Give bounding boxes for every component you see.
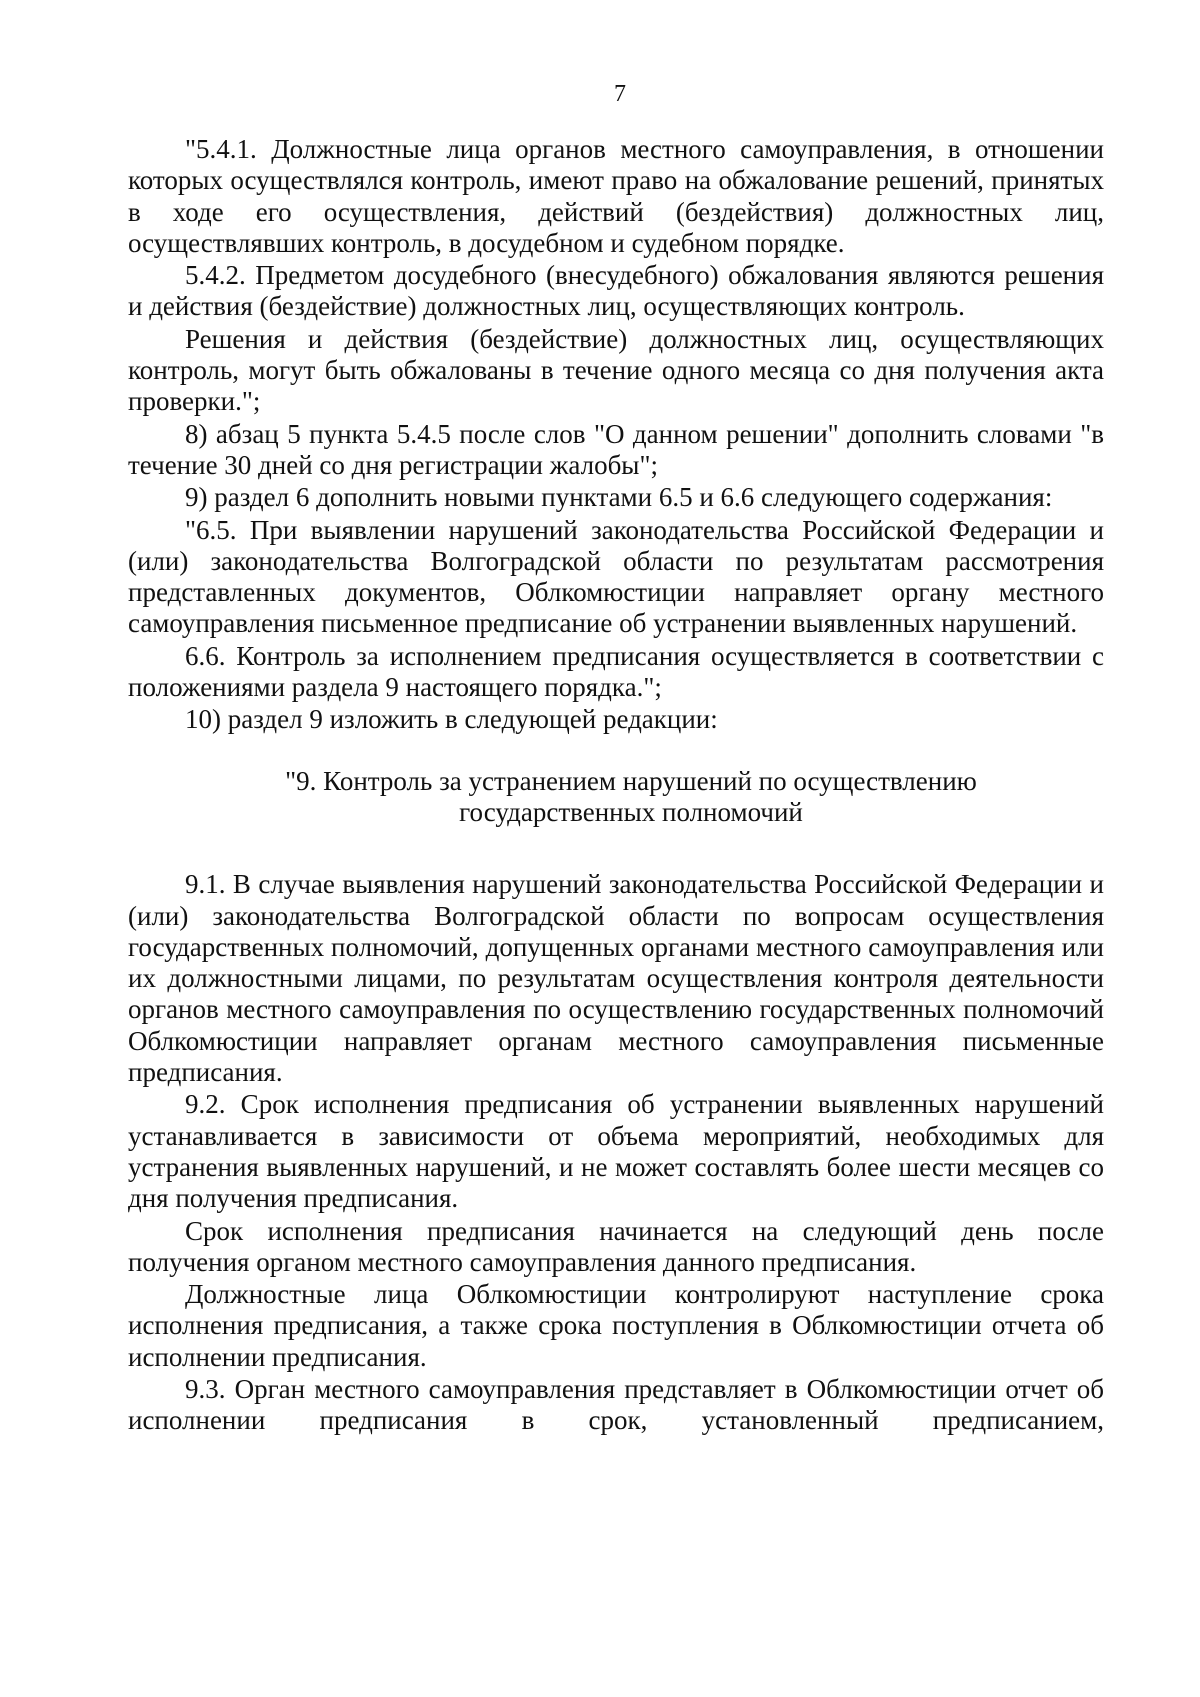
paragraph-5-4-2: 5.4.2. Предметом досудебного (внесудебного) обжалования являются решения и действия (бездействие) должностных лиц, осуществляющих контроль. (128, 260, 1104, 322)
paragraph-9-2: 9.2. Срок исполнения предписания об устранении выявленных нарушений устанавливается в зависимости от объема мероприятий, необходимых для устранения выявленных нарушений, и не может составлять более шести месяцев со дня получения предписания. (128, 1089, 1104, 1214)
document-body (128, 134, 1104, 1438)
paragraph-appeal-term: Решения и действия (бездействие) должностных лиц, осуществляющих контроль, могут быть обжалованы в течение одного месяца со дня получения акта проверки."; (128, 323, 1104, 417)
paragraph-6-5: "6.5. При выявлении нарушений законодательства Российской Федерации и (или) законодательства Волгоградской области по результатам рассмотрения представленных документов, Облкомюстиции направляет органу местного самоуправления письменное предписание об устранении выявленных нарушений. (128, 514, 1104, 639)
paragraph-amendment-8: 8) абзац 5 пункта 5.4.5 после слов "О данном решении" дополнить словами "в течение 30 дней со дня регистрации жалобы"; (128, 418, 1104, 480)
section-9-heading (128, 766, 1104, 829)
paragraph-term-start: Срок исполнения предписания начинается на следующий день после получения органом местного самоуправления данного предписания. (128, 1215, 1104, 1277)
paragraph-5-4-1: "5.4.1. Должностные лица органов местного самоуправления, в отношении которых осуществлялся контроль, имеют право на обжалование решений, принятых в ходе его осуществления, действий (бездействия) должностных лиц, осуществлявших контроль, в досудебном и судебном порядке. (128, 134, 1104, 258)
paragraph-amendment-9: 9) раздел 6 дополнить новыми пунктами 6.5 и 6.6 следующего содержания: (185, 482, 1053, 513)
paragraph-officials-control: Должностные лица Облкомюстиции контролируют наступление срока исполнения предписания, а также срока поступления в Облкомюстиции отчета об исполнении предписания. (128, 1279, 1104, 1372)
paragraph-amendment-10: 10) раздел 9 изложить в следующей редакции: (185, 704, 718, 735)
section-9-heading-line1: "9. Контроль за устранением нарушений по осуществлению (285, 765, 977, 796)
page-number: 7 (614, 81, 626, 107)
paragraph-9-3: 9.3. Орган местного самоуправления представляет в Облкомюстиции отчет об исполнении предписания в срок, установленный предписанием, (128, 1373, 1104, 1436)
paragraph-6-6: 6.6. Контроль за исполнением предписания осуществляется в соответствии с положениями раздела 9 настоящего порядка."; (128, 640, 1104, 703)
paragraph-9-1: 9.1. В случае выявления нарушений законодательства Российской Федерации и (или) законодательства Волгоградской области по вопросам осуществления государственных полномочий, допущенных органами местного самоуправления или их должностными лицами, по результатам осуществления контроля деятельности органов местного самоуправления по осуществлению государственных полномочий Облкомюстиции направляет органам местного самоуправления письменные предписания. (128, 869, 1104, 1088)
section-9-heading-line2: государственных полномочий (459, 796, 803, 827)
